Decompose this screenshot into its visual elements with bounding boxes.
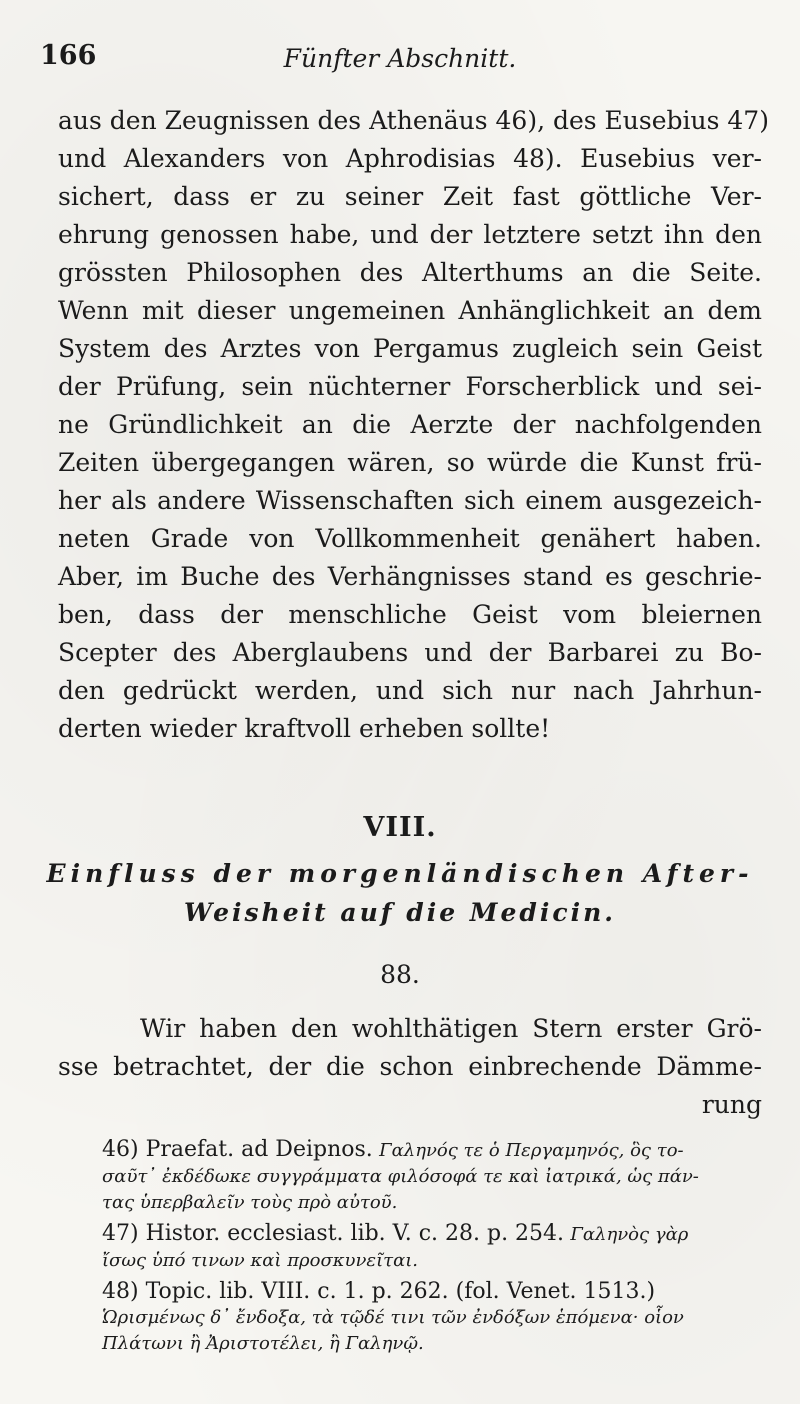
footnote-greek: ἴσως ὑπό τινων καὶ προσκυνεῖται. xyxy=(102,1250,419,1271)
text-line: ben, dass der menschliche Geist vom bleiernen xyxy=(58,600,762,629)
footnote-greek: Ὡρισμένως δ᾽ ἔνδοξα, τὰ τῷδέ τινι τῶν ἐνδόξων ἑπόμενα· οἷον xyxy=(102,1307,684,1328)
paragraph-number: 88. xyxy=(380,960,420,989)
catchword: rung xyxy=(701,1090,762,1119)
text-line: ne Gründlichkeit an die Aerzte der nachfolgenden xyxy=(58,410,762,439)
footnote-46 xyxy=(102,1136,762,1164)
page-number: 166 xyxy=(40,40,97,71)
footnote-citation: 48) Topic. lib. VIII. c. 1. p. 262. (fol. Venet. 1513.) xyxy=(102,1279,656,1304)
page-header xyxy=(40,40,760,80)
text-line: Wenn mit dieser ungemeinen Anhänglichkeit an dem xyxy=(58,296,762,325)
footnote-greek: Γαληνός τε ὁ Περγαμηνός, ὃς το- xyxy=(379,1140,684,1161)
running-head: Fünfter Abschnitt. xyxy=(283,44,517,73)
section-title-line-2: Weisheit auf die Medicin. xyxy=(184,898,616,927)
footnote-greek: Γαληνὸς γὰρ xyxy=(570,1224,689,1245)
text-line: der Prüfung, sein nüchterner Forscherblick und sei- xyxy=(58,372,762,401)
text-line: neten Grade von Vollkommenheit genähert haben. xyxy=(58,524,762,553)
text-line: und Alexanders von Aphrodisias 48). Eusebius ver- xyxy=(58,144,762,173)
footnote-citation: 46) Praefat. ad Deipnos. xyxy=(102,1137,373,1162)
text-line: System des Arztes von Pergamus zugleich sein Geist xyxy=(58,334,762,363)
footnote-citation: 47) Histor. ecclesiast. lib. V. c. 28. p. 254. xyxy=(102,1221,565,1246)
text-line: Zeiten übergegangen wären, so würde die Kunst frü- xyxy=(58,448,762,477)
footnote-greek: τας ὑπερβαλεῖν τοὺς πρὸ αὐτοῦ. xyxy=(102,1192,398,1213)
text-line: grössten Philosophen des Alterthums an die Seite. xyxy=(58,258,762,287)
text-line: Wir haben den wohlthätigen Stern erster Grö- xyxy=(140,1014,762,1043)
text-line: Scepter des Aberglaubens und der Barbarei zu Bo- xyxy=(58,638,762,667)
text-line: sse betrachtet, der die schon einbrechende Dämme- xyxy=(58,1052,762,1081)
footnote-47 xyxy=(102,1220,762,1248)
text-line: sichert, dass er zu seiner Zeit fast göttliche Ver- xyxy=(58,182,762,211)
text-line: den gedrückt werden, und sich nur nach Jahrhun- xyxy=(58,676,762,705)
text-line: aus den Zeugnissen des Athenäus 46), des Eusebius 47) xyxy=(58,106,769,135)
footnotes xyxy=(102,1136,762,1357)
footnote-48 xyxy=(102,1278,762,1305)
section-number: VIII. xyxy=(363,812,437,843)
footnote-greek: Πλάτωνι ἢ Ἀριστοτέλει, ἢ Γαληνῷ. xyxy=(102,1333,424,1354)
section-text-block xyxy=(58,1010,762,1124)
footnote-greek: σαῦτ᾽ ἐκδέδωκε συγγράμματα φιλόσοφά τε καὶ ἰατρικά, ὡς πάν- xyxy=(102,1166,699,1187)
section-title-line-1: Einfluss der morgenländischen After- xyxy=(46,859,754,888)
text-line: her als andere Wissenschaften sich einem ausgezeich- xyxy=(58,486,762,515)
text-line: derten wieder kraftvoll erheben sollte! xyxy=(58,714,551,743)
text-line: ehrung genossen habe, und der letztere setzt ihn den xyxy=(58,220,762,249)
main-text-block xyxy=(58,102,769,748)
text-line: Aber, im Buche des Verhängnisses stand es geschrie- xyxy=(58,562,762,591)
